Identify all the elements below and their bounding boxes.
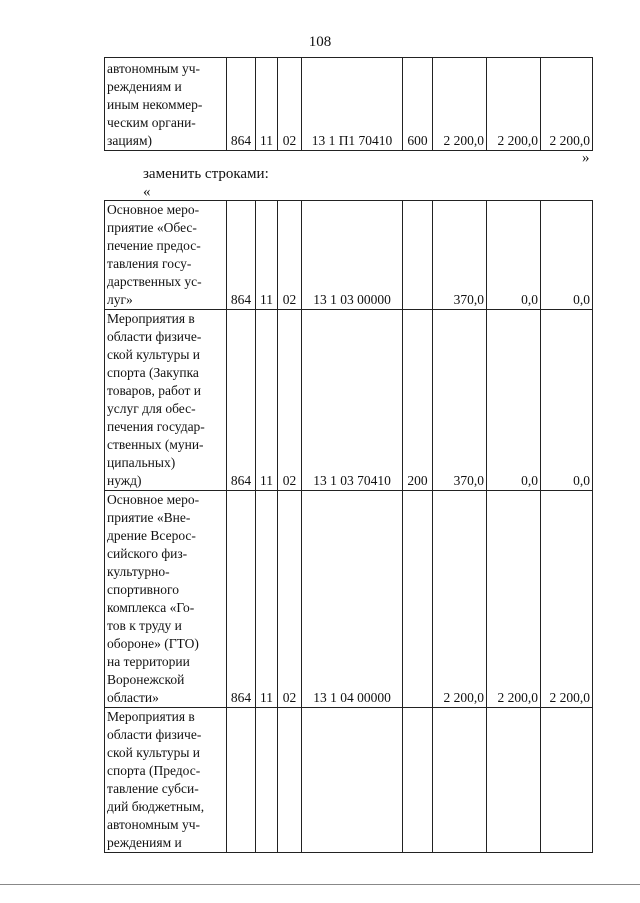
page-bottom-rule [0,884,640,885]
row-name-line: иным некоммер- [107,97,203,112]
row-name-line: тов к труду и [107,618,182,633]
replace-instruction: заменить строками: [143,166,269,182]
row-name-line: области физиче- [107,329,202,344]
row-name-line: ской культуры и [107,347,201,362]
amount-year2-cell: 0,0 [487,201,541,310]
amount-year2-cell: 2 200,0 [487,491,541,708]
row-name-line: на территории [107,654,190,669]
row-name-line: обороне» (ГТО) [107,636,199,651]
row-name-line: Мероприятия в [107,311,195,326]
row-name-line: дрение Всерос- [107,528,196,543]
row-name-line: тавление субси- [107,781,199,796]
row-name-line: Основное меро- [107,492,200,507]
table-row [105,310,593,491]
target-article-cell: 13 1 03 70410 [302,310,403,491]
amount-year3-cell: 0,0 [541,310,593,491]
expense-type-cell [403,491,433,708]
row-name-line: реждениям и [107,835,182,850]
section-code-cell: 11 [256,491,278,708]
page-number: 108 [308,34,332,50]
amount-year2-cell: 2 200,0 [487,58,541,151]
row-name-line: приятие «Вне- [107,510,191,525]
row-name-line: области» [107,690,159,705]
table-row [105,491,593,708]
row-name-line: реждениям и [107,79,182,94]
target-article-cell [302,708,403,853]
row-name-line: дарственных ус- [107,274,202,289]
table-row [105,201,593,310]
amount-year3-cell: 0,0 [541,201,593,310]
row-name-cell [105,708,227,853]
row-name-cell [105,491,227,708]
row-name-line: зациям) [107,133,153,148]
row-name-line: Воронежской [107,672,185,687]
row-name-line: комплекса «Го- [107,600,195,615]
amount-year1-cell: 370,0 [433,201,487,310]
row-name-line: луг» [107,292,133,307]
table-row [105,58,593,151]
row-name-line: спорта (Закупка [107,365,199,380]
row-name-cell [105,58,227,151]
target-article-cell: 13 1 04 00000 [302,491,403,708]
target-article-cell: 13 1 П1 70410 [302,58,403,151]
row-name-line: тавления госу- [107,256,192,271]
row-name-line: области физиче- [107,727,202,742]
ministry-code-cell: 864 [227,310,256,491]
row-name-line: Мероприятия в [107,709,195,724]
amount-year3-cell: 2 200,0 [541,58,593,151]
row-name-line: ческим органи- [107,115,196,130]
subsection-code-cell: 02 [278,310,302,491]
amount-year1-cell: 2 200,0 [433,58,487,151]
row-name-line: культурно- [107,564,170,579]
expense-type-cell: 200 [403,310,433,491]
row-name-line: ской культуры и [107,745,201,760]
row-name-line: дий бюджетным, [107,799,205,814]
subsection-code-cell: 02 [278,58,302,151]
ministry-code-cell [227,708,256,853]
row-name-line: приятие «Обес- [107,220,197,235]
row-name-line: печение предос- [107,238,201,253]
row-name-line: спорта (Предос- [107,763,201,778]
ministry-code-cell: 864 [227,491,256,708]
row-name-line: Основное меро- [107,202,200,217]
subsection-code-cell: 02 [278,491,302,708]
closing-quote: » [582,150,590,166]
row-name-line: автономным уч- [107,817,201,832]
row-name-line: ципальных) [107,455,176,470]
amount-year2-cell [487,708,541,853]
target-article-cell: 13 1 03 00000 [302,201,403,310]
amount-year1-cell [433,708,487,853]
budget-table-bottom [104,200,593,853]
subsection-code-cell: 02 [278,201,302,310]
row-name-line: печения государ- [107,419,205,434]
opening-quote: « [143,184,151,200]
ministry-code-cell: 864 [227,58,256,151]
expense-type-cell [403,201,433,310]
expense-type-cell [403,708,433,853]
amount-year3-cell [541,708,593,853]
row-name-line: услуг для обес- [107,401,196,416]
amount-year2-cell: 0,0 [487,310,541,491]
section-code-cell: 11 [256,58,278,151]
subsection-code-cell [278,708,302,853]
table-row [105,708,593,853]
section-code-cell: 11 [256,201,278,310]
row-name-line: нужд) [107,473,142,488]
row-name-line: автономным уч- [107,61,201,76]
expense-type-cell: 600 [403,58,433,151]
section-code-cell: 11 [256,310,278,491]
row-name-line: спортивного [107,582,179,597]
section-code-cell [256,708,278,853]
budget-table-top [104,57,593,151]
row-name-cell [105,310,227,491]
row-name-line: товаров, работ и [107,383,201,398]
row-name-line: сийского физ- [107,546,188,561]
amount-year1-cell: 2 200,0 [433,491,487,708]
ministry-code-cell: 864 [227,201,256,310]
amount-year1-cell: 370,0 [433,310,487,491]
row-name-line: ственных (муни- [107,437,204,452]
amount-year3-cell: 2 200,0 [541,491,593,708]
row-name-cell [105,201,227,310]
